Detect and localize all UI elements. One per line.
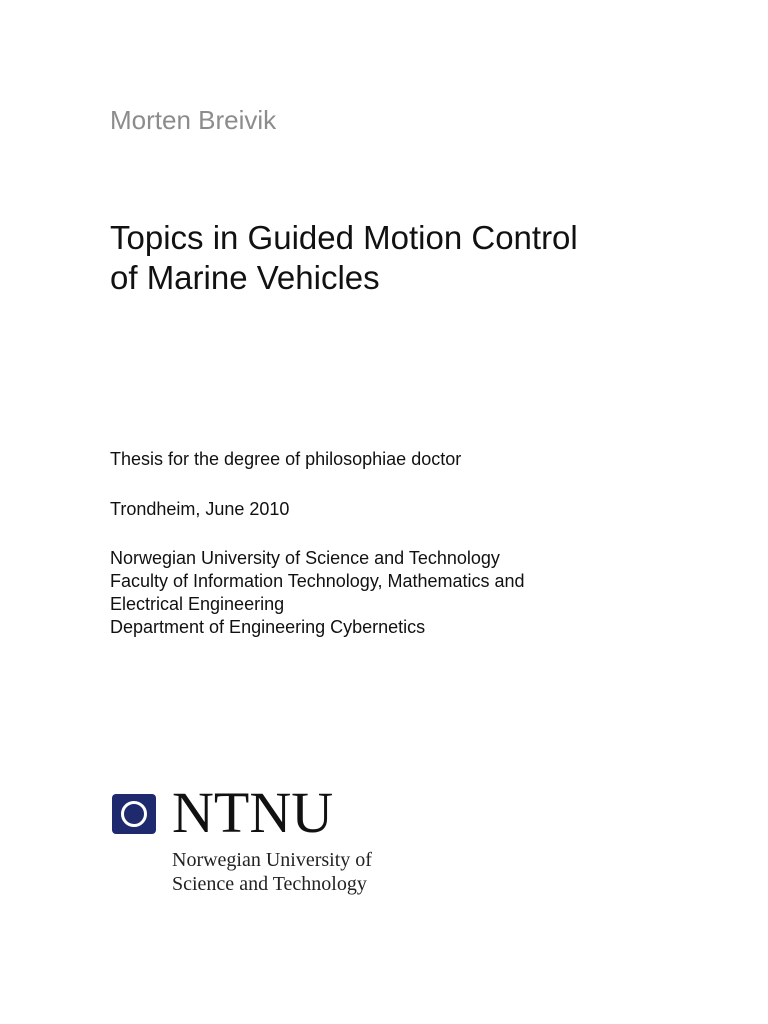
ntnu-logo-subtitle-line: Science and Technology <box>172 873 367 895</box>
thesis-title-line: of Marine Vehicles <box>110 259 380 296</box>
thesis-title-line: Topics in Guided Motion Control <box>110 219 578 256</box>
author-name: Morten Breivik <box>110 105 277 135</box>
ntnu-logo-subtitle <box>172 848 372 896</box>
affiliation-line: Electrical Engineering <box>110 594 285 614</box>
degree-statement: Thesis for the degree of philosophiae doctor <box>110 449 462 469</box>
ntnu-wordmark: NTNU <box>172 780 334 845</box>
affiliation-line: Faculty of Information Technology, Mathematics and <box>110 571 525 591</box>
affiliation-line: Norwegian University of Science and Technology <box>110 548 500 568</box>
thesis-title <box>110 218 730 298</box>
affiliation-block <box>110 547 730 639</box>
ntnu-logo-mark-icon <box>112 794 156 834</box>
ntnu-logo <box>110 780 440 900</box>
place-and-date: Trondheim, June 2010 <box>110 499 290 519</box>
affiliation-line: Department of Engineering Cybernetics <box>110 617 426 637</box>
ntnu-logo-subtitle-line: Norwegian University of <box>172 849 372 871</box>
